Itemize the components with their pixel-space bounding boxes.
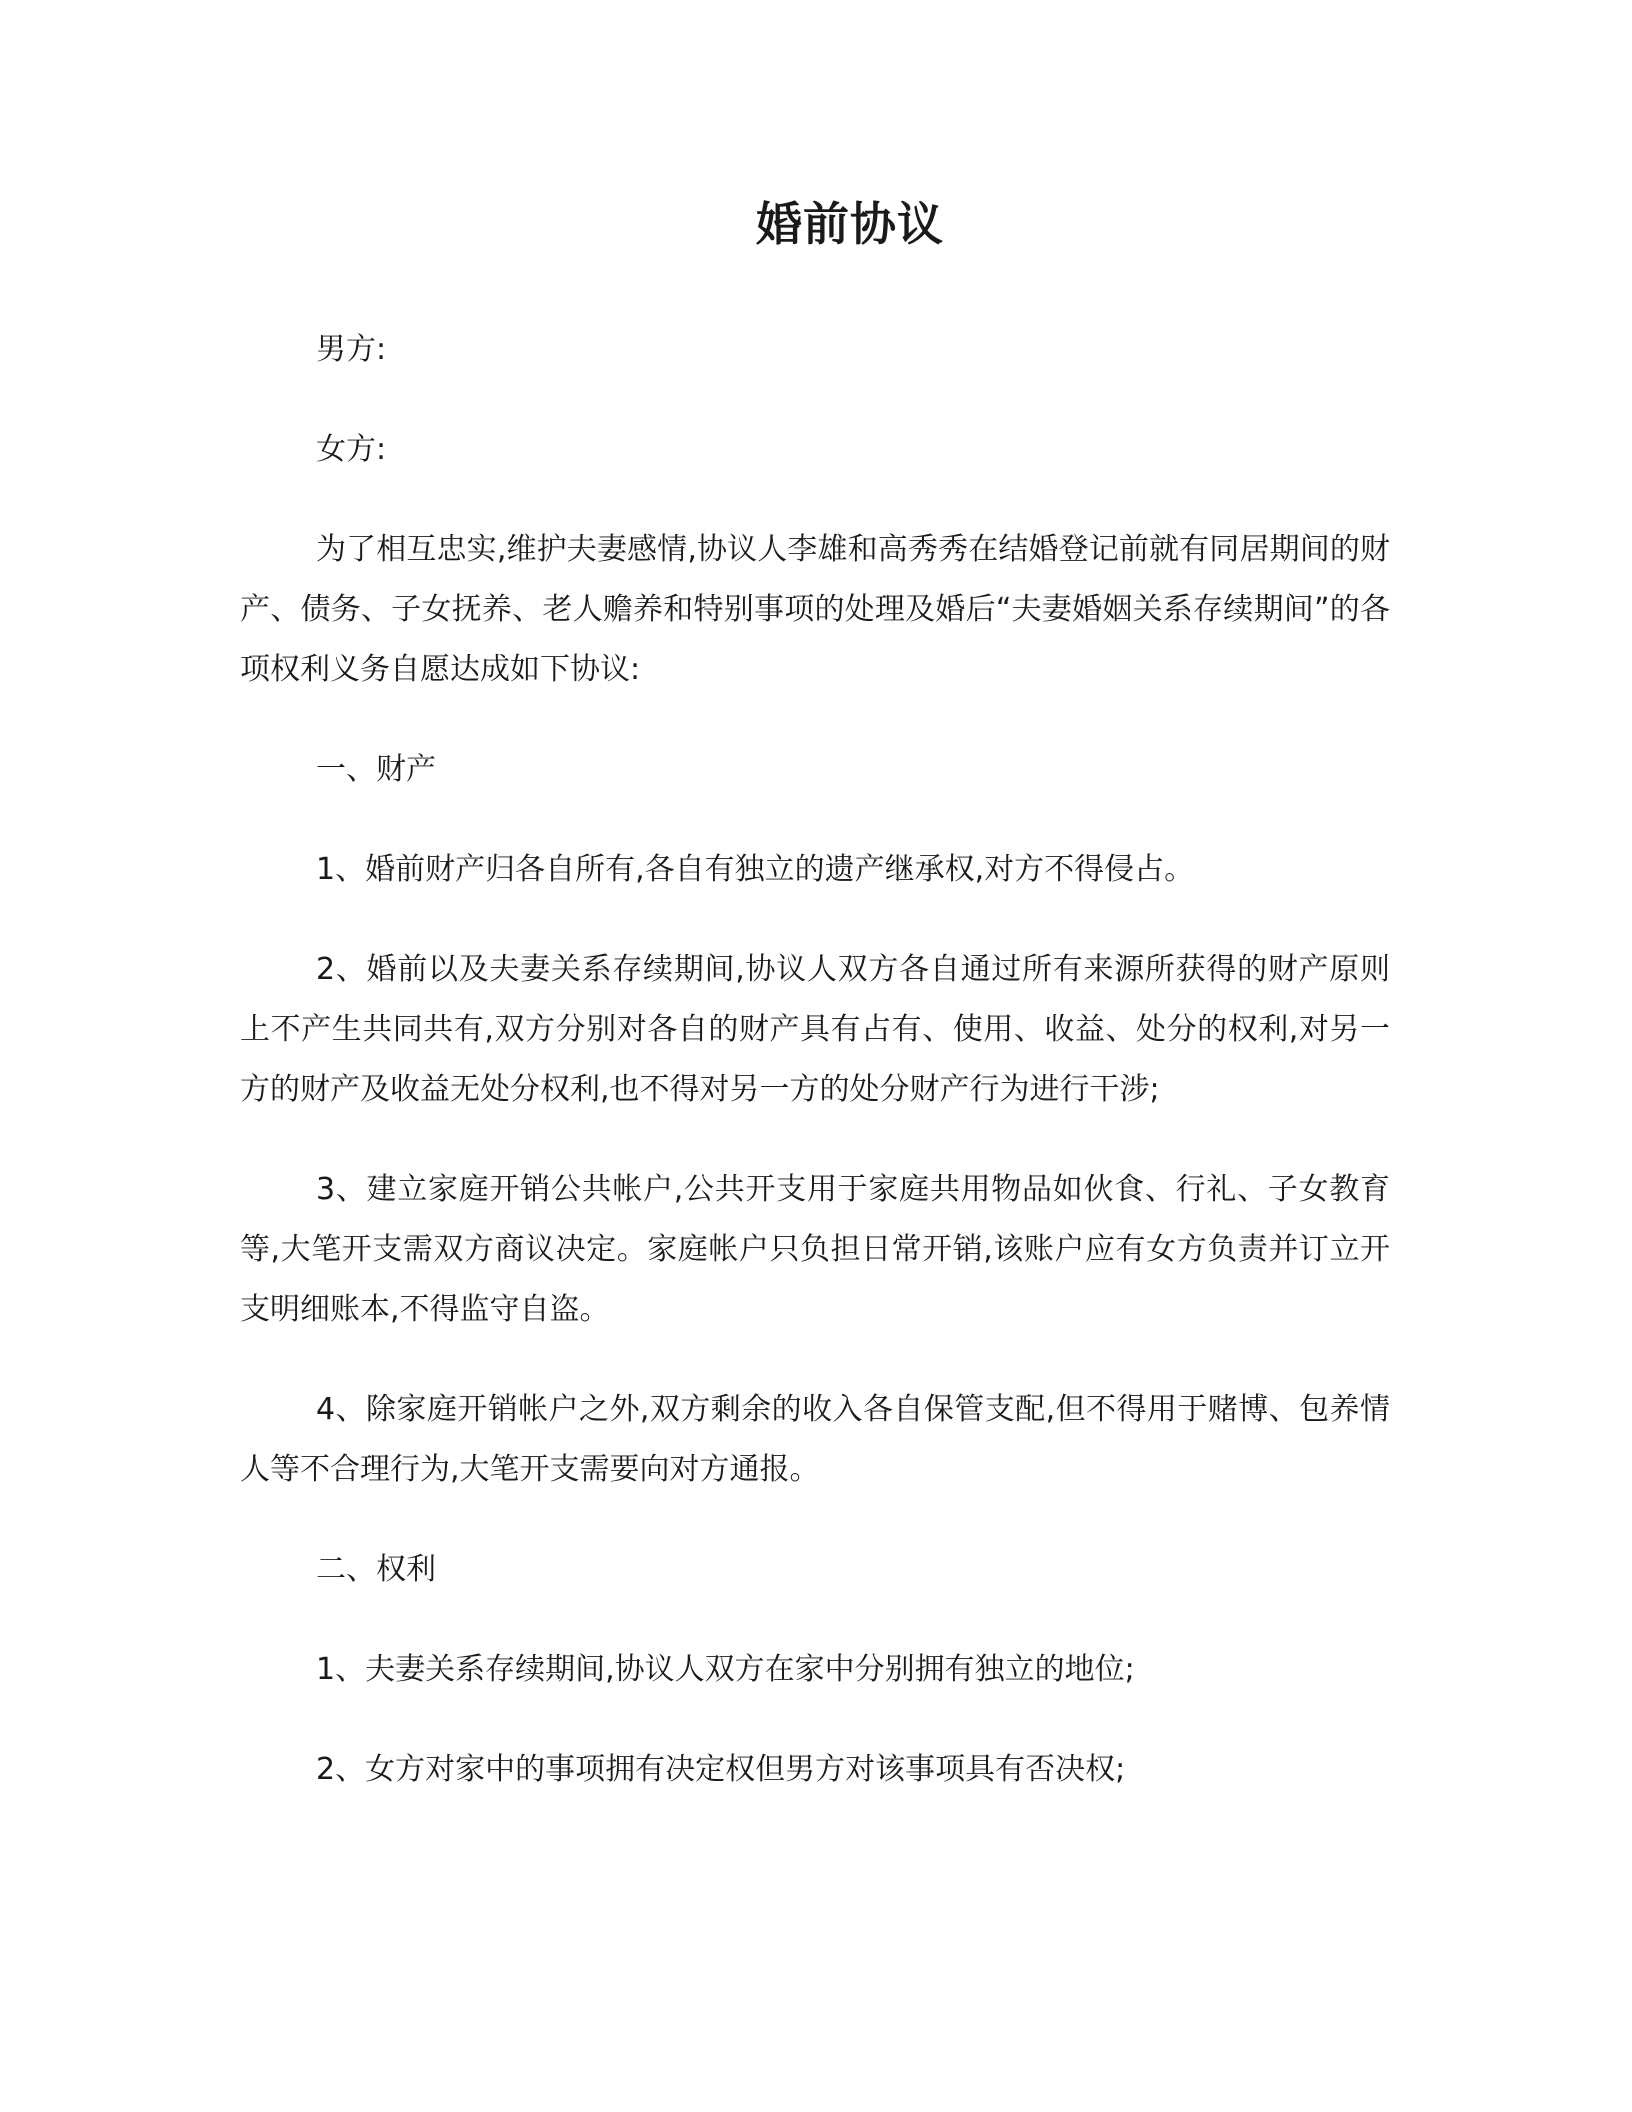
section-heading-property: 一、财产: [316, 752, 436, 787]
preamble-paragraph: 为了相互忠实,维护夫妻感情,协议人李雄和高秀秀在结婚登记前就有同居期间的财产、债务、子女抚养、老人赡养和特别事项的处理及婚后“夫妻婚姻关系存续期间”的各项权利义务自愿达成如下协议:: [240, 532, 1390, 687]
property-clause-4: 4、除家庭开销帐户之外,双方剩余的收入各自保管支配,但不得用于赌博、包养情人等不合理行为,大笔开支需要向对方通报。: [240, 1392, 1390, 1487]
property-clause-3: 3、建立家庭开销公共帐户,公共开支用于家庭共用物品如伙食、行礼、子女教育等,大笔开支需双方商议决定。家庭帐户只负担日常开销,该账户应有女方负责并订立开支明细账本,不得监守自盗。: [240, 1172, 1390, 1327]
male-party-line: 男方:: [316, 332, 387, 367]
rights-clause-1: 1、夫妻关系存续期间,协议人双方在家中分别拥有独立的地位;: [316, 1652, 1135, 1687]
document-title: 婚前协议: [756, 197, 944, 251]
document-body: [240, 320, 1390, 1840]
property-clause-1: 1、婚前财产归各自所有,各自有独立的遗产继承权,对方不得侵占。: [316, 852, 1195, 887]
section-heading-rights: 二、权利: [316, 1552, 436, 1587]
rights-clause-2: 2、女方对家中的事项拥有决定权但男方对该事项具有否决权;: [316, 1752, 1126, 1787]
property-clause-2: 2、婚前以及夫妻关系存续期间,协议人双方各自通过所有来源所获得的财产原则上不产生共同共有,双方分别对各自的财产具有占有、使用、收益、处分的权利,对另一方的财产及收益无处分权利,也不得对另一方的处分财产行为进行干涉;: [240, 952, 1390, 1107]
female-party-line: 女方:: [316, 432, 387, 467]
